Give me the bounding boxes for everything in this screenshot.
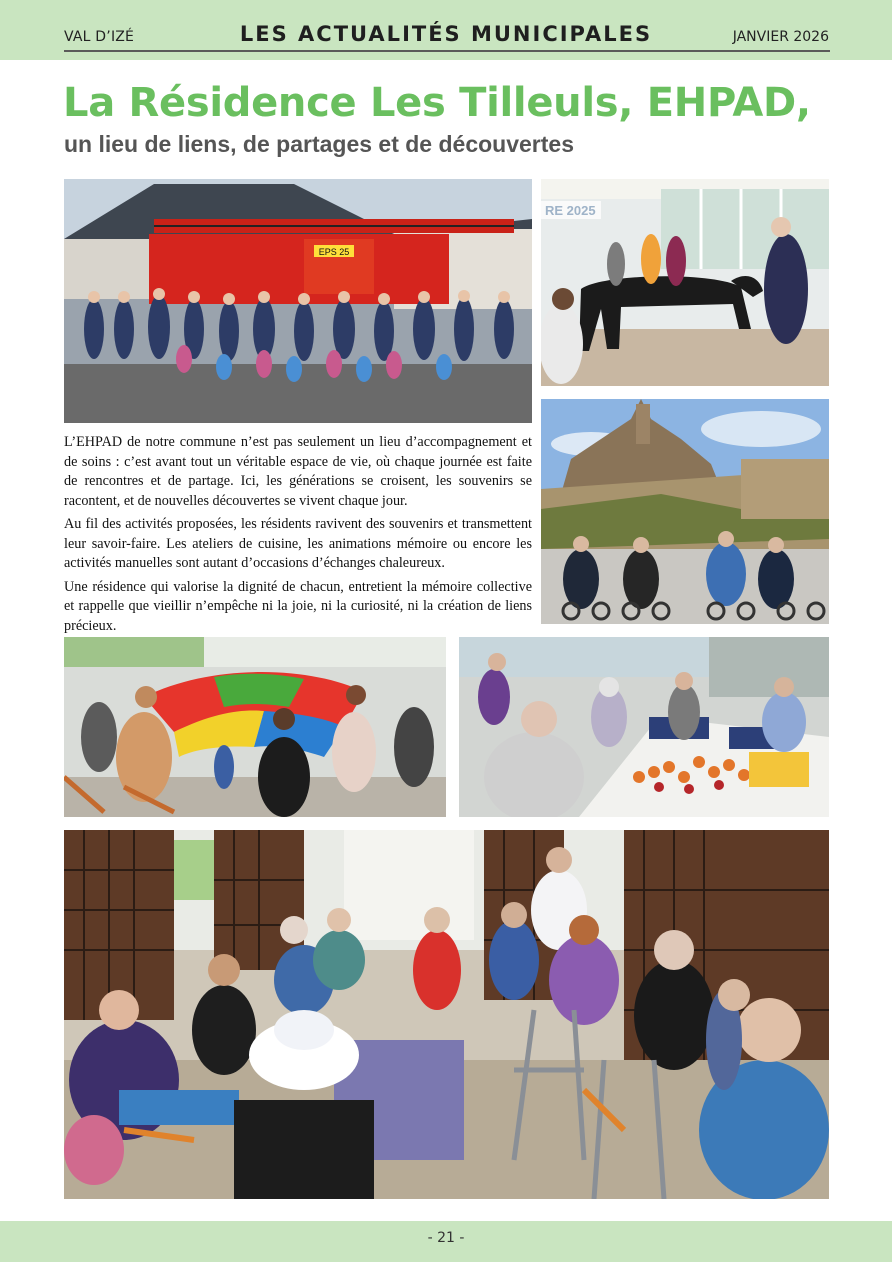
photo-terrace-gathering: [64, 830, 829, 1199]
article-paragraph-2: Au fil des activités proposées, les résidents ravivent des souvenirs et transmettent leur savoir-faire. Les ateliers de cuisine, les animations mémoire ou encore les activités manuelles sont autant d’occasions d’échanges chaleureux.: [64, 516, 532, 571]
header-issue-date: JANVIER 2026: [732, 29, 829, 45]
article-paragraph-1: L’EHPAD de notre commune n’est pas seulement un lieu d’accompagnement et de soins : c’est avant tout un véritable espace de vie, où chaque journée est faite de rencontres et de partage. Ici, les générations se croisent, les souvenirs se racontent, et de nouvelles découvertes se vivent chaque jour.: [64, 434, 532, 509]
article-paragraph-3: Une résidence qui valorise la dignité de chacun, entretient la mémoire collective et rappelle que vieillir n’empêche ni la joie, ni la curiosité, ni la création de liens précieux.: [64, 578, 532, 634]
header-commune: VAL D’IZÉ: [64, 29, 135, 45]
photo-cooking-workshop: [459, 637, 829, 817]
header-rule: [64, 50, 830, 52]
photo-fire-truck-group: [64, 179, 532, 423]
photo-mont-saint-michel-outing: [541, 399, 829, 624]
pony-banner-text: RE 2025: [545, 203, 596, 218]
page-number: - 21 -: [427, 1230, 465, 1246]
fire-truck-sign: EPS 25: [318, 247, 350, 257]
article-body: [64, 433, 532, 640]
article-subtitle: un lieu de liens, de partages et de découvertes: [64, 131, 574, 157]
photo-parachute-game: [64, 637, 446, 817]
article-title: La Résidence Les Tilleuls, EHPAD,: [63, 80, 811, 126]
header-publication-title: LES ACTUALITÉS MUNICIPALES: [239, 22, 653, 46]
photo-pony-visit: [541, 179, 829, 386]
